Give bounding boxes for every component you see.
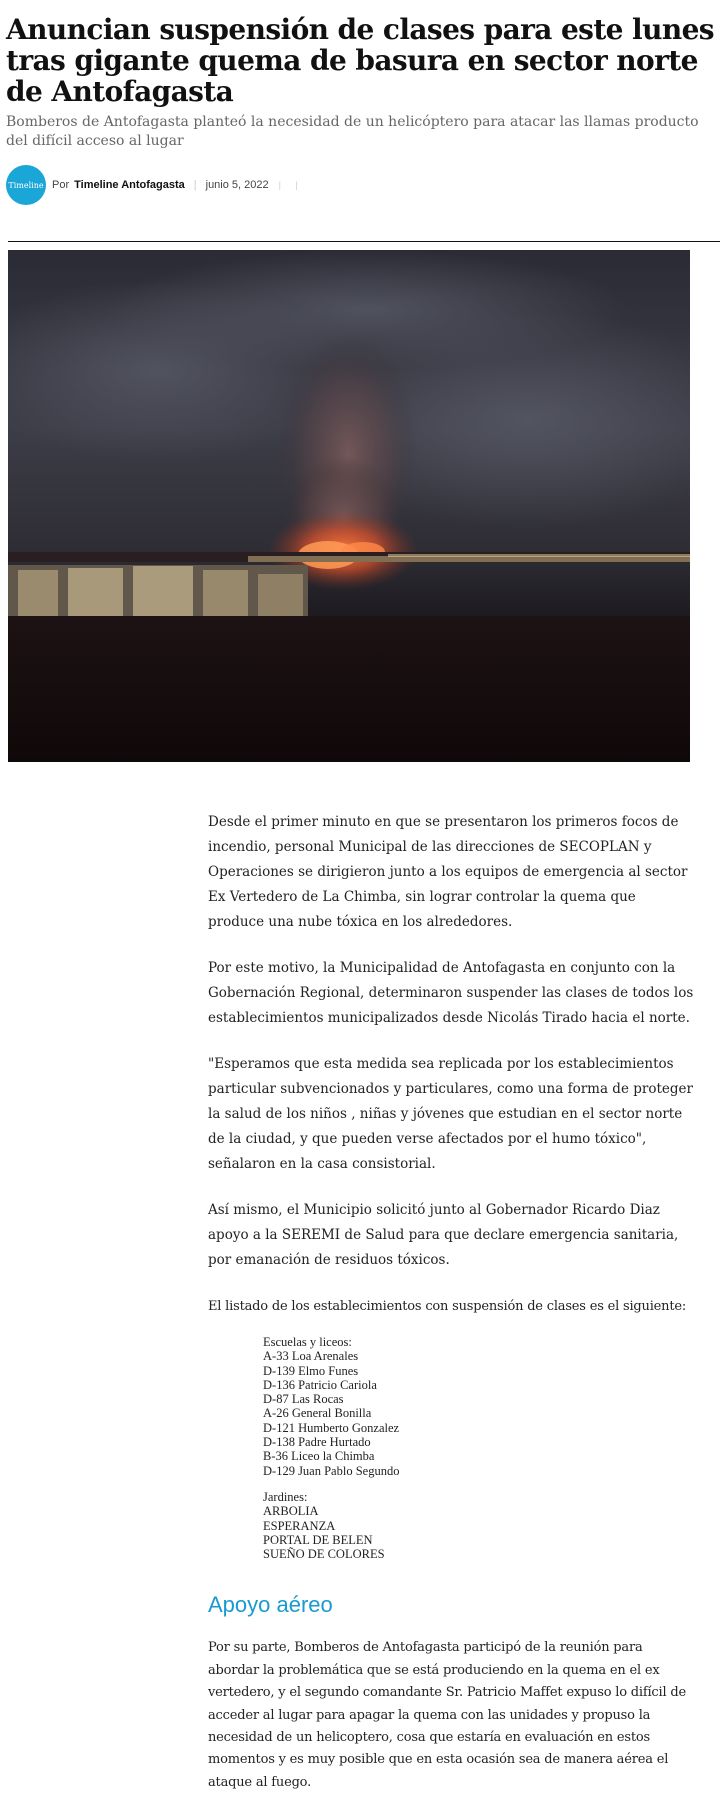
author-link[interactable]: Timeline Antofagasta <box>74 179 185 191</box>
paragraph: Así mismo, el Municipio solicitó junto al Gobernador Ricardo Diaz apoyo a la SEREMI de Salud para que declare emergencia sanitaria, por emanación de residuos tóxicos. <box>208 1202 679 1268</box>
list-item: ARBOLIA <box>263 1504 319 1519</box>
list-item: A-33 Loa Arenales <box>263 1349 359 1364</box>
paragraph: Desde el primer minuto en que se presentaron los primeros focos de incendio, personal Municipal de las direcciones de SECOPLAN y Operaciones se dirigieron junto a los equipos de emergencia al sector Ex Vertedero de La Chimba, sin lograr controlar la quema que produce una nube tóxica en los alrededores. <box>208 814 688 930</box>
list-intro: El listado de los establecimientos con suspensión de clases es el siguiente: <box>208 1299 687 1314</box>
list-item: D-121 Humberto Gonzalez <box>263 1420 400 1435</box>
list-item: D-136 Patricio Cariola <box>263 1377 377 1392</box>
list-item: B-36 Liceo la Chimba <box>263 1449 375 1464</box>
list-item: PORTAL DE BELEN <box>263 1532 373 1547</box>
publish-date: junio 5, 2022 <box>205 179 269 191</box>
paragraph: Por este motivo, la Municipalidad de Antofagasta en conjunto con la Gobernación Regional, determinaron suspender las clases de todos los establecimientos municipalizados desde Nicolás Tirado hacia el norte. <box>208 960 694 1026</box>
avatar-logo-text: Timeline <box>8 180 44 190</box>
paragraph: Por su parte, Bomberos de Antofagasta participó de la reunión para abordar la problemática que se está produciendo en la quema en el ex vertedero, y el segundo comandante Sr. Patricio Maffet expuso lo difícil de acceder al lugar para apagar la quema con las unidades y propuso la necesidad de un helicoptero, cosa que estaría en evaluación en estos momentos y es muy posible que en esta ocasión sea de manera aérea el ataque al fuego. <box>208 1640 686 1790</box>
byline-prefix: Por <box>52 179 70 191</box>
section-heading: Apoyo aéreo <box>208 1592 333 1618</box>
night-fire-photo-icon <box>8 250 690 762</box>
article-subtitle: Bomberos de Antofagasta planteó la necesidad de un helicóptero para atacar las llamas producto del difícil acceso al lugar <box>6 114 699 149</box>
header-divider <box>8 241 720 242</box>
hero-image <box>8 250 690 762</box>
list-item: D-87 Las Rocas <box>263 1392 344 1407</box>
schools-title: Escuelas y liceos: <box>263 1335 352 1349</box>
list-item: A-26 General Bonilla <box>263 1406 372 1421</box>
author-avatar[interactable] <box>6 165 46 205</box>
list-item: SUEÑO DE COLORES <box>263 1547 385 1562</box>
list-item: D-138 Padre Hurtado <box>263 1435 371 1450</box>
list-spacer <box>263 1478 696 1490</box>
list-item: D-129 Juan Pablo Segundo <box>263 1463 400 1478</box>
article-body <box>208 810 696 1815</box>
schools-list <box>263 1335 696 1561</box>
paragraph: "Esperamos que esta medida sea replicada por los establecimientos particular subvencionados y particulares, como una forma de proteger la salud de los niños , niñas y jóvenes que estudian en el sector norte de la ciudad, y que pueden verse afectados por el humo tóxico", señalaron en la casa consistorial. <box>208 1056 693 1172</box>
list-item: D-139 Elmo Funes <box>263 1363 359 1378</box>
kindergartens-title: Jardines: <box>263 1489 308 1504</box>
meta-separators: | | <box>278 180 304 190</box>
article-header <box>0 14 720 205</box>
article-headline: Anuncian suspensión de clases para este lunes tras gigante quema de basura en sector norte de Antofagasta <box>6 13 714 108</box>
byline-separator: | <box>193 179 197 191</box>
byline <box>6 165 714 205</box>
list-item: ESPERANZA <box>263 1518 336 1533</box>
